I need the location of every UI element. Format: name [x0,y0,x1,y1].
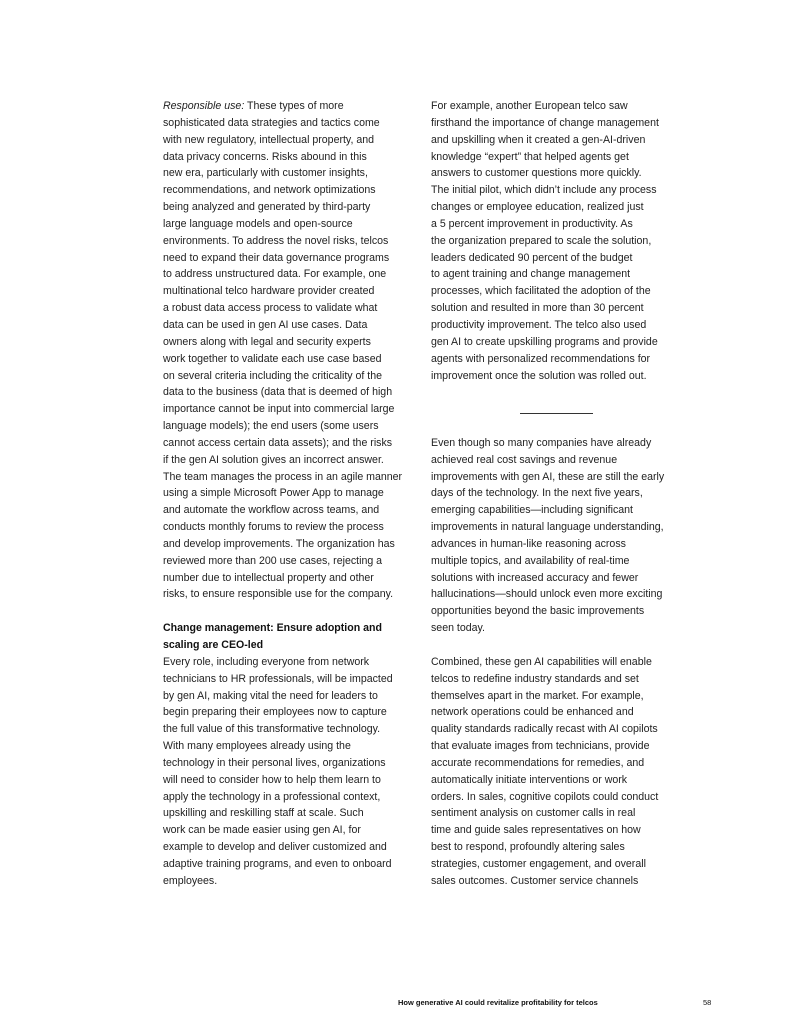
text-line: network operations could be enhanced and [431,706,634,719]
text-line: reviewed more than 200 use cases, rejecting a [163,554,383,567]
text-line: number due to intellectual property and other [163,571,374,584]
text-line: multinational telco hardware provider created [163,285,375,298]
text-line: the full value of this transformative technology. [163,723,381,736]
lead-line-text: These types of more [244,100,344,112]
text-line: productivity improvement. The telco also used [431,318,647,331]
text-line: strategies, customer engagement, and overall [431,857,646,870]
text-line: orders. In sales, cognitive copilots could conduct [431,790,659,803]
text-line: apply the technology in a professional context, [163,790,381,803]
text-line: achieved real cost savings and revenue [431,453,618,466]
text-line: The initial pilot, which didn’t include any process [431,184,657,197]
text-line: improvements in natural language understanding, [431,521,664,534]
text-line: firsthand the importance of change management [431,116,659,129]
text-line: Even though so many companies have already [431,436,652,449]
capabilities-paragraph [431,654,693,890]
paragraph-spacer [431,401,693,418]
text-line: solution and resulted in more than 30 percent [431,302,644,315]
text-line: employees. [163,874,218,887]
text-line: work can be made easier using gen AI, for [163,824,361,837]
left-column [163,98,425,890]
text-line: risks, to ensure responsible use for the company. [163,588,394,601]
text-line: being analyzed and generated by third-party [163,201,371,214]
text-line: data can be used in gen AI use cases. Data [163,318,368,331]
text-line: answers to customer questions more quickly. [431,167,642,180]
text-line: owners along with legal and security experts [163,335,371,348]
text-line: to address unstructured data. For example, one [163,268,387,281]
lead-in: Responsible use: [163,100,245,112]
text-line: importance cannot be input into commercial large [163,403,395,416]
text-line: example to develop and deliver customized and [163,841,387,854]
text-line: with new regulatory, intellectual property, and [163,133,375,146]
text-line: environments. To address the novel risks, telcos [163,234,389,247]
text-line: processes, which facilitated the adoption of the [431,285,651,298]
heading-line: scaling are CEO-led [163,639,264,651]
text-line: conducts monthly forums to review the process [163,521,384,534]
text-line: begin preparing their employees now to capture [163,706,387,719]
text-line: large language models and open-source [163,217,353,230]
text-line: emerging capabilities—including significant [431,504,633,517]
right-column [431,98,693,890]
text-line: The team manages the process in an agile manner [163,470,403,483]
paragraph-spacer [431,418,693,435]
text-line: and develop improvements. The organization has [163,537,395,550]
text-line: opportunities beyond the basic improvements [431,605,645,618]
text-line: language models); the end users (some users [163,420,379,433]
text-line: a robust data access process to validate what [163,302,378,315]
text-line: sales outcomes. Customer service channels [431,874,639,887]
text-line [163,98,425,115]
text-line: will need to consider how to help them learn to [163,773,381,786]
paragraph-spacer [163,603,425,620]
text-line: For example, another European telco saw [431,100,628,112]
early-days-paragraph [431,435,693,637]
text-line: agents with personalized recommendations for [431,352,651,365]
text-line: themselves apart in the market. For example, [431,689,644,702]
text-line: recommendations, and network optimizations [163,184,376,197]
text-line: time and guide sales representatives on how [431,824,641,837]
text-line: data to the business (data that is deemed of high [163,386,393,399]
text-line: telcos to redefine industry standards and set [431,672,639,685]
text-line: and automate the workflow across teams, and [163,504,380,517]
text-line: With many employees already using the [163,740,351,753]
page-number: 58 [703,998,712,1007]
paragraph-spacer [431,384,693,401]
text-line: sentiment analysis on customer calls in real [431,807,636,820]
text-line: seen today. [431,622,485,635]
text-line: improvement once the solution was rolled out. [431,369,647,382]
heading-line: Change management: Ensure adoption and [163,622,382,635]
section-divider [520,413,593,414]
text-line: a 5 percent improvement in productivity. As [431,217,633,230]
text-line: solutions with increased accuracy and fewer [431,571,639,584]
text-line: Every role, including everyone from network [163,655,370,668]
text-line: best to respond, profoundly altering sales [431,841,625,854]
change-management-paragraph [163,654,425,890]
section-heading [163,620,425,654]
text-line: need to expand their data governance programs [163,251,390,264]
text-line: sophisticated data strategies and tactics come [163,116,380,129]
paragraph-spacer [431,637,693,654]
text-line: data privacy concerns. Risks abound in this [163,150,367,163]
text-line: that evaluate images from technicians, provide [431,740,650,753]
text-line: accurate recommendations for remedies, and [431,756,645,769]
text-line: by gen AI, making vital the need for leaders to [163,689,378,702]
text-line: new era, particularly with customer insights, [163,167,368,180]
text-line: the organization prepared to scale the solution, [431,234,652,247]
text-line: technology in their personal lives, organizations [163,756,386,769]
text-line: multiple topics, and availability of real-time [431,554,630,567]
text-line: automatically initiate interventions or work [431,773,628,786]
text-line: hallucinations—should unlock even more exciting [431,588,663,601]
text-line: technicians to HR professionals, will be impacted [163,672,393,685]
text-line: advances in human-like reasoning across [431,537,626,550]
responsible-use-paragraph [163,98,425,603]
text-line: improvements with gen AI, these are still the early [431,470,665,483]
text-line: to agent training and change management [431,268,631,281]
text-line: knowledge “expert” that helped agents get [431,150,629,163]
text-line: adaptive training programs, and even to onboard [163,857,392,870]
text-line: if the gen AI solution gives an incorrect answer. [163,453,384,466]
text-line: upskilling and reskilling staff at scale. Such [163,807,364,820]
text-line: using a simple Microsoft Power App to manage [163,487,384,500]
text-line: gen AI to create upskilling programs and provide [431,335,658,348]
text-line: and upskilling when it created a gen-AI-driven [431,133,646,146]
text-line: on several criteria including the criticality of the [163,369,383,382]
text-line: Combined, these gen AI capabilities will enable [431,655,652,668]
text-line: leaders dedicated 90 percent of the budget [431,251,633,264]
text-line: quality standards radically recast with AI copilots [431,723,658,736]
text-line: changes or employee education, realized just [431,201,644,214]
text-line: cannot access certain data assets); and the risks [163,436,393,449]
text-line: work together to validate each use case based [163,352,382,365]
text-line: days of the technology. In the next five years, [431,487,643,500]
footer-title: How generative AI could revitalize profitability for telcos [398,998,598,1007]
telco-example-paragraph [431,98,693,384]
